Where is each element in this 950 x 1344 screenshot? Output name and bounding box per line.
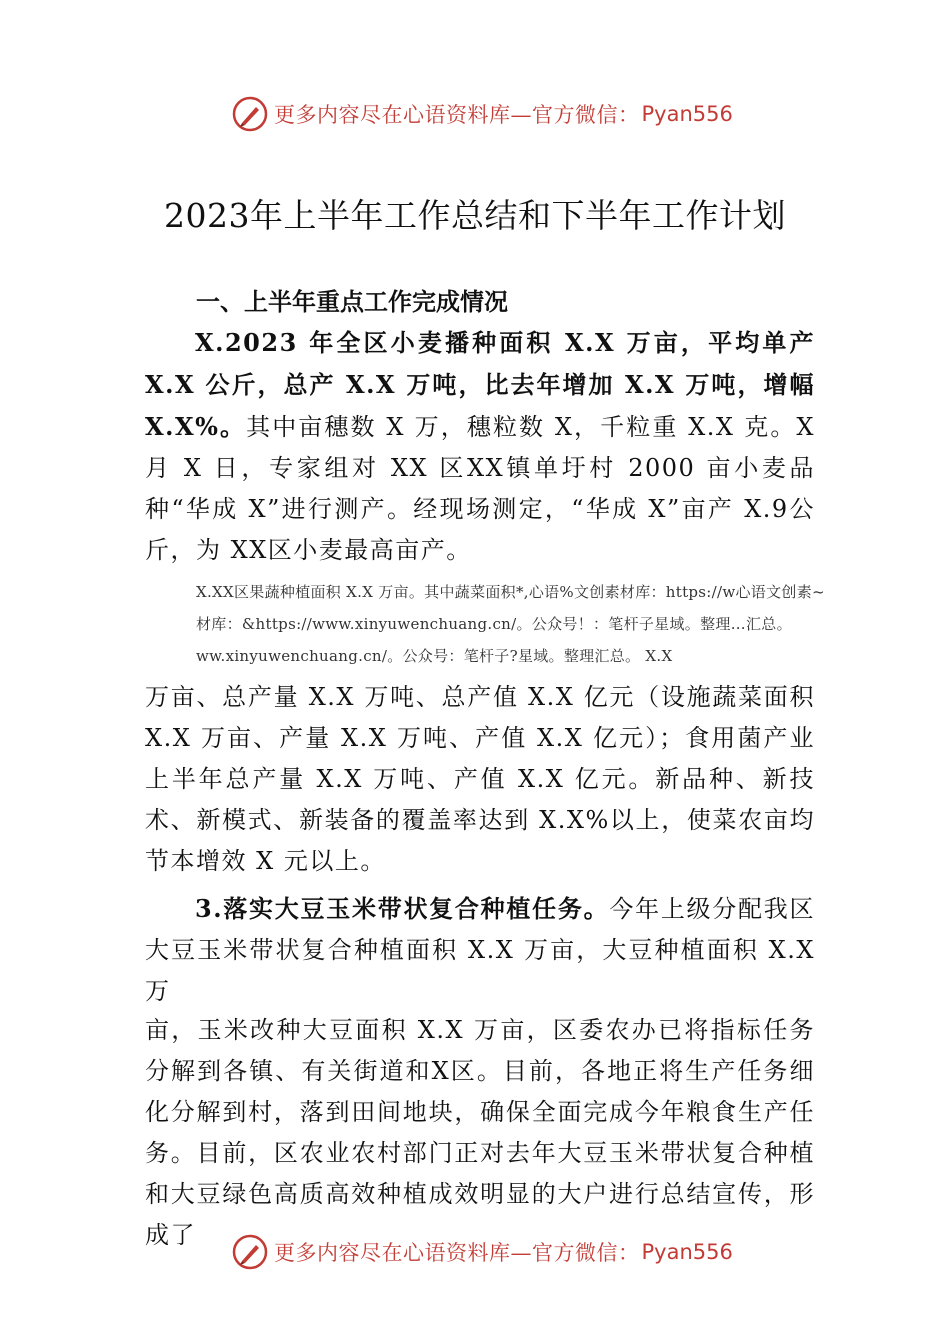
- paragraph-vegetable-watermark: X.XX区果蔬种植面积 X.X 万亩。其中蔬菜面积*,心语%文创素材库：https://w心语文创素~材库：&https://www.xinyuwenchuang.cn/。公众号！：笔杆子星域。整理…汇总。ww.xinyuwenchuang.cn/。公众号：笔杆子?星域。整理汇总。 X.X: [196, 583, 825, 665]
- paragraph-soybean-cont: 亩，玉米改种大豆面积 X.X 万亩，区委农办已将指标任务分解到各镇、有关街道和X区。目前，各地正将生产任务细化分解到村，落到田间地块，确保全面完成今年粮食生产任务。目前，区农业农村部门正对去年大豆玉米带状复合种植和大豆绿色高质高效种植成效明显的大户进行总结宣传，形成了: [145, 1016, 815, 1249]
- banner-wechat-id: Pyan556: [641, 1240, 733, 1264]
- banner-wechat-id: Pyan556: [641, 102, 733, 126]
- paragraph-soybean: [145, 888, 815, 1012]
- paragraph-soybean-lead: 3.落实大豆玉米带状复合种植任务。: [195, 894, 610, 923]
- header-banner: [232, 94, 752, 134]
- banner-text: 更多内容尽在心语资料库—官方微信：: [274, 103, 640, 127]
- banner-text: 更多内容尽在心语资料库—官方微信：: [274, 1241, 640, 1265]
- paragraph-wheat: [145, 322, 815, 571]
- paragraph-wheat-body: 其中亩穗数 X 万，穗粒数 X，千粒重 X.X 克。X 月 X 日，专家组对 XX 区XX镇单圩村 2000 亩小麦品种“华成 X”进行测产。经现场测定，“华成 X”亩产 X.9公斤，为 XX区小麦最高亩产。: [145, 413, 816, 564]
- paragraph-soybean-body: 今年上级分配我区大豆玉米带状复合种植面积 X.X 万亩，大豆种植面积 X.X 万: [145, 895, 815, 1005]
- pen-quill-icon: [232, 1234, 268, 1270]
- paragraph-vegetable: 万亩、总产量 X.X 万吨、总产值 X.X 亿元（设施蔬菜面积 X.X 万亩、产量 X.X 万吨、产值 X.X 亿元）；食用菌产业上半年总产量 X.X 万吨、产值 X.X 亿元。新品种、新技术、新模式、新装备的覆盖率达到 X.X%以上，使菜农亩均节本增效 X 元以上。: [145, 683, 815, 875]
- section-heading: 一、上半年重点工作完成情况: [196, 287, 508, 316]
- paragraph-wheat-lead: X.2023 年全区小麦播种面积 X.X 万亩，平均单产 X.X 公斤，总产 X.X 万吨，比去年增加 X.X 万吨，增幅 X.X%。: [145, 328, 815, 441]
- pen-quill-icon: [232, 96, 268, 132]
- footer-banner: [232, 1232, 752, 1272]
- document-title: 2023年上半年工作总结和下半年工作计划: [164, 196, 786, 235]
